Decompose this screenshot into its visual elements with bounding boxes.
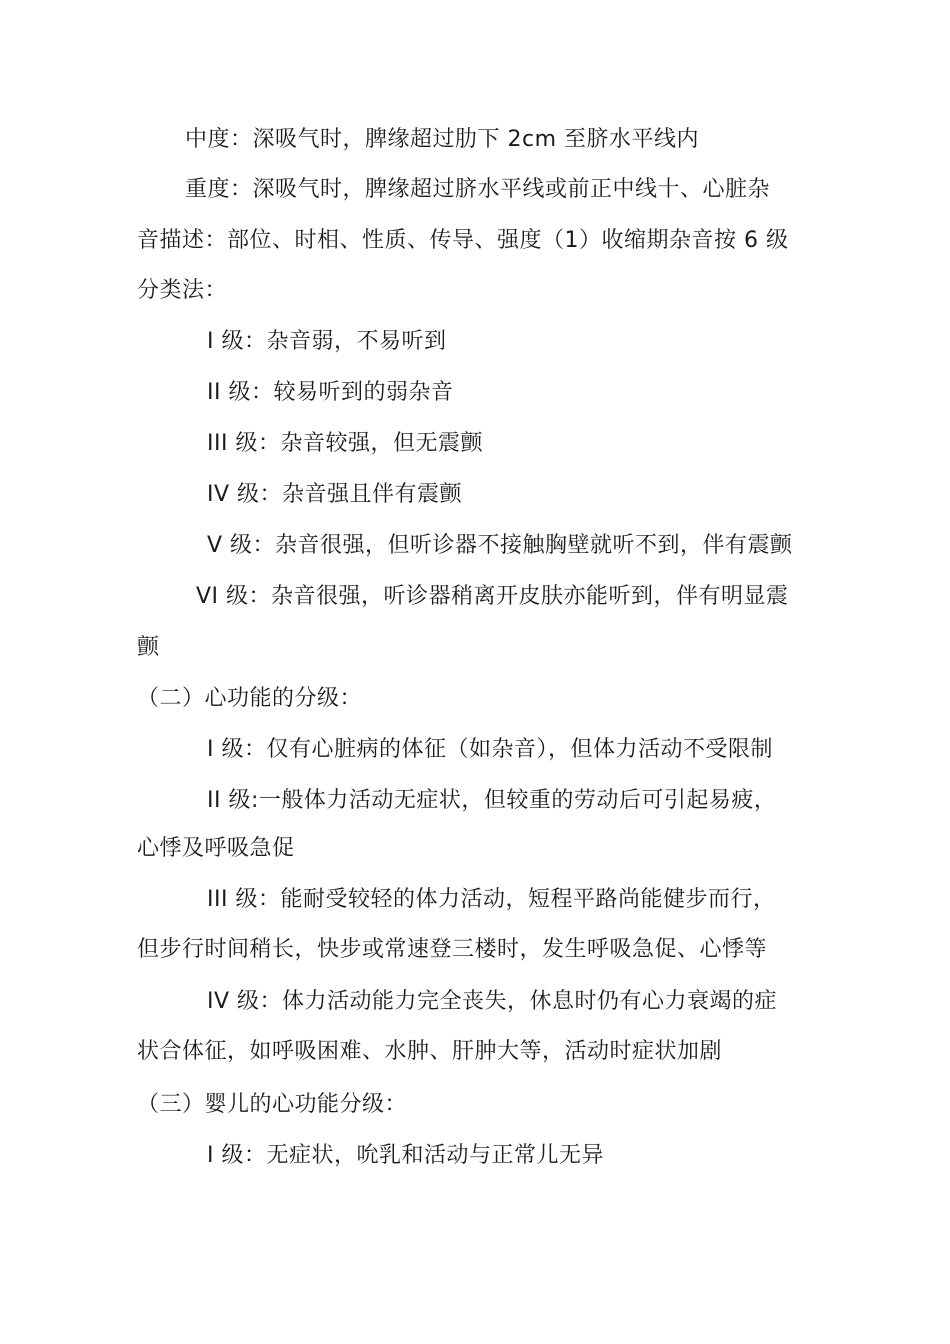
text-line: IV 级：体力活动能力完全丧失，休息时仍有心力衰竭的症 xyxy=(207,989,778,1014)
text-line: II 级：较易听到的弱杂音 xyxy=(207,380,454,405)
text-line: V 级：杂音很强，但听诊器不接触胸壁就听不到，伴有震颤 xyxy=(207,533,793,558)
text-line: VI 级：杂音很强，听诊器稍离开皮肤亦能听到，伴有明显震 xyxy=(196,584,789,609)
text-line: I 级：无症状，吮乳和活动与正常儿无异 xyxy=(207,1143,604,1168)
text-line: I 级：杂音弱，不易听到 xyxy=(207,329,447,354)
text-line: 分类法： xyxy=(137,278,228,303)
text-line: 重度：深吸气时，脾缘超过脐水平线或前正中线十、心脏杂 xyxy=(185,177,771,202)
text-line: 心悸及呼吸急促 xyxy=(137,836,295,861)
text-line: 音描述：部位、时相、性质、传导、强度（1）收缩期杂音按 6 级 xyxy=(137,228,789,253)
text-line: 颤 xyxy=(137,635,160,660)
text-line: 中度：深吸气时，脾缘超过肋下 2cm 至脐水平线内 xyxy=(185,127,700,152)
text-line: 但步行时间稍长，快步或常速登三楼时，发生呼吸急促、心悸等 xyxy=(137,937,768,962)
text-line: 状合体征，如呼吸困难、水肿、肝肿大等，活动时症状加剧 xyxy=(137,1039,723,1064)
section-heading: （三）婴儿的心功能分级： xyxy=(137,1092,408,1117)
section-heading: （二）心功能的分级： xyxy=(137,686,363,711)
text-line: II 级:一般体力活动无症状，但较重的劳动后可引起易疲， xyxy=(207,788,777,813)
text-line: III 级：能耐受较轻的体力活动，短程平路尚能健步而行， xyxy=(207,887,776,912)
text-line: III 级：杂音较强，但无震颤 xyxy=(207,431,483,456)
text-line: IV 级：杂音强且伴有震颤 xyxy=(207,482,463,507)
text-line: I 级：仅有心脏病的体征（如杂音），但体力活动不受限制 xyxy=(207,737,773,762)
